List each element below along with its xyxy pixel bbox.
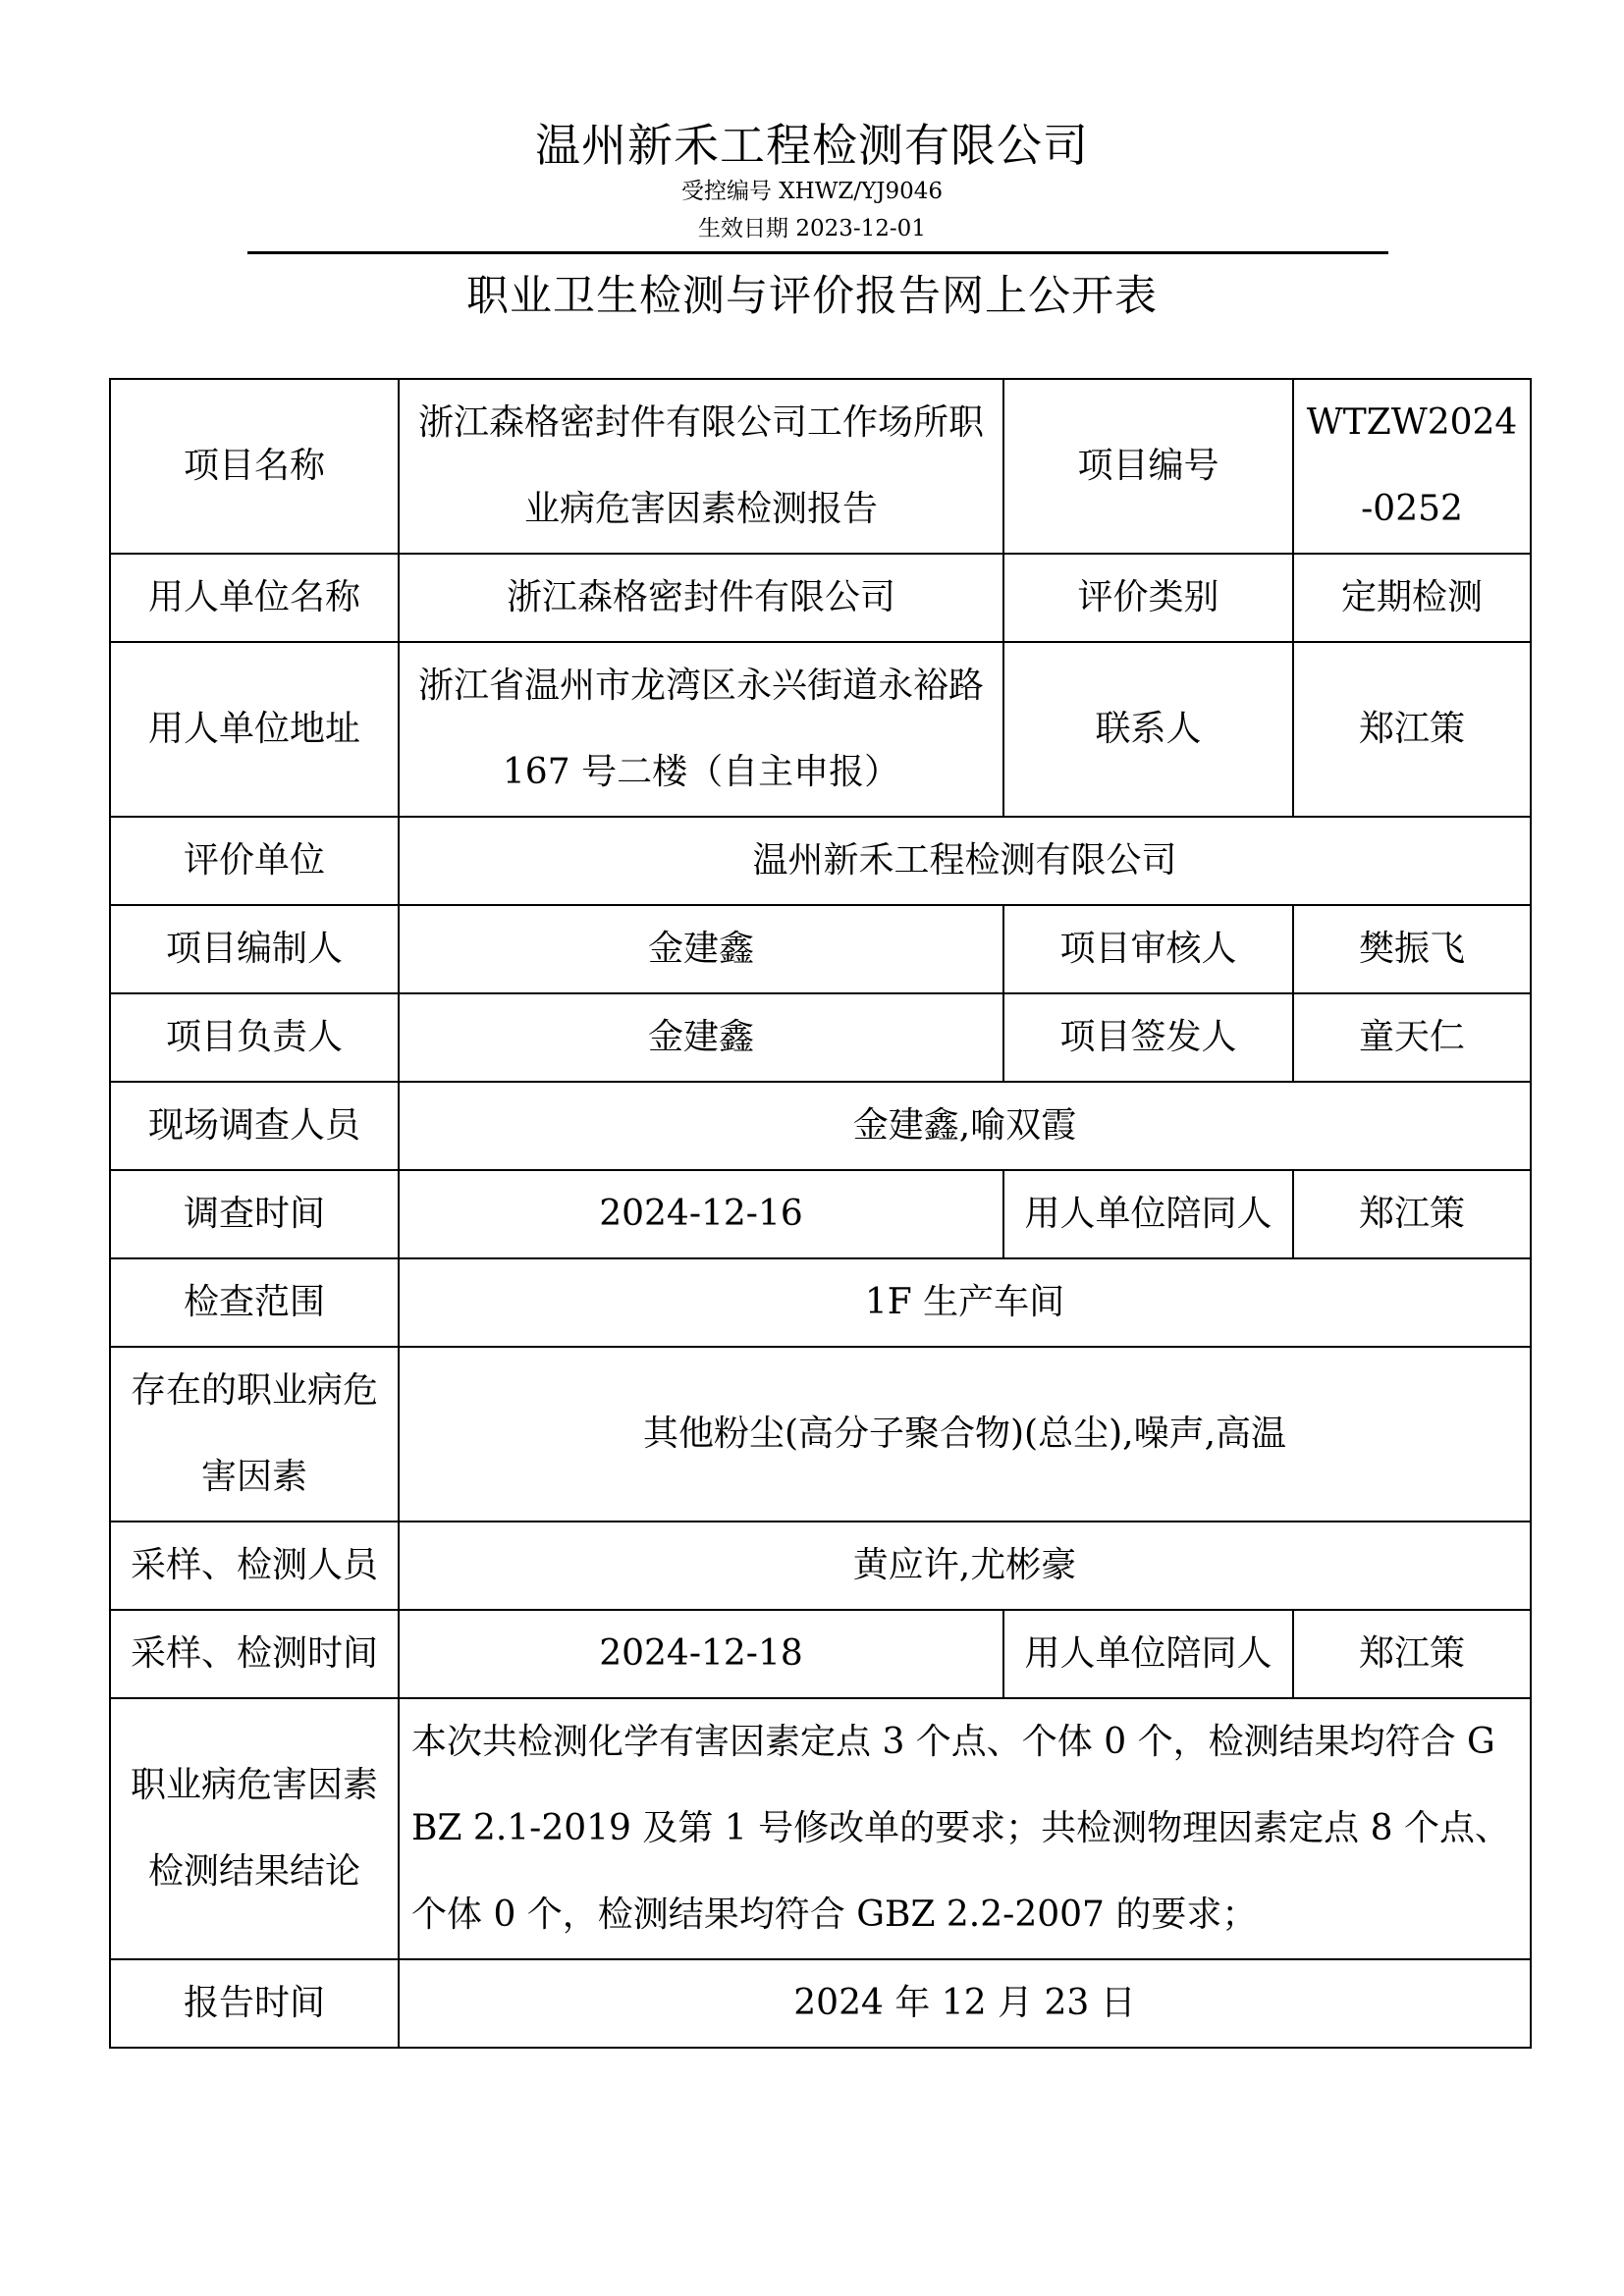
table-row [110, 1698, 1531, 1959]
value-project-no: WTZW2024-0252 [1293, 379, 1531, 554]
label-eval-type: 评价类别 [1003, 554, 1293, 642]
table-row [110, 1258, 1531, 1347]
label-employer-address: 用人单位地址 [110, 642, 399, 817]
label-scope: 检查范围 [110, 1258, 399, 1347]
value-eval-type: 定期检测 [1293, 554, 1531, 642]
label-hazards: 存在的职业病危害因素 [110, 1347, 399, 1522]
value-sampling-staff: 黄应许,尤彬豪 [399, 1522, 1531, 1610]
value-issuer: 童天仁 [1293, 993, 1531, 1082]
table-row [110, 817, 1531, 905]
report-table [109, 378, 1532, 2049]
label-issuer: 项目签发人 [1003, 993, 1293, 1082]
label-companion: 用人单位陪同人 [1003, 1610, 1293, 1698]
control-number: 受控编号 XHWZ/YJ9046 [680, 179, 944, 204]
label-employer-name: 用人单位名称 [110, 554, 399, 642]
label-conclusion: 职业病危害因素检测结果结论 [110, 1698, 399, 1959]
table-row [110, 993, 1531, 1082]
value-sampling-time: 2024-12-18 [399, 1610, 1003, 1698]
table-row [110, 642, 1531, 817]
value-conclusion: 本次共检测化学有害因素定点 3 个点、个体 0 个，检测结果均符合 GBZ 2.1-2019 及第 1 号修改单的要求；共检测物理因素定点 8 个点、个体 0 个，检测结果均符合 GBZ 2.2-2007 的要求； [399, 1698, 1531, 1959]
table-row [110, 1347, 1531, 1522]
value-survey-staff: 金建鑫,喻双霞 [399, 1082, 1531, 1170]
label-companion: 用人单位陪同人 [1003, 1170, 1293, 1258]
table-row [110, 1082, 1531, 1170]
table-row [110, 1170, 1531, 1258]
header-divider [247, 251, 1388, 254]
value-companion: 郑江策 [1293, 1170, 1531, 1258]
label-eval-unit: 评价单位 [110, 817, 399, 905]
label-sampling-staff: 采样、检测人员 [110, 1522, 399, 1610]
label-reviewer: 项目审核人 [1003, 905, 1293, 993]
table-row [110, 379, 1531, 554]
value-reviewer: 樊振飞 [1293, 905, 1531, 993]
label-project-no: 项目编号 [1003, 379, 1293, 554]
value-leader: 金建鑫 [399, 993, 1003, 1082]
label-contact: 联系人 [1003, 642, 1293, 817]
value-contact: 郑江策 [1293, 642, 1531, 817]
table-row [110, 554, 1531, 642]
value-employer-address: 浙江省温州市龙湾区永兴街道永裕路 167 号二楼（自主申报） [399, 642, 1003, 817]
document-title: 职业卫生检测与评价报告网上公开表 [466, 272, 1158, 321]
value-survey-time: 2024-12-16 [399, 1170, 1003, 1258]
table-row [110, 1522, 1531, 1610]
label-report-date: 报告时间 [110, 1959, 399, 2048]
label-survey-staff: 现场调查人员 [110, 1082, 399, 1170]
company-name: 温州新禾工程检测有限公司 [535, 119, 1089, 172]
table-row [110, 1959, 1531, 2048]
value-employer-name: 浙江森格密封件有限公司 [399, 554, 1003, 642]
label-survey-time: 调查时间 [110, 1170, 399, 1258]
value-companion: 郑江策 [1293, 1610, 1531, 1698]
value-report-date: 2024 年 12 月 23 日 [399, 1959, 1531, 2048]
table-row [110, 905, 1531, 993]
value-compiler: 金建鑫 [399, 905, 1003, 993]
effective-date: 生效日期 2023-12-01 [698, 216, 926, 241]
label-compiler: 项目编制人 [110, 905, 399, 993]
value-scope: 1F 生产车间 [399, 1258, 1531, 1347]
label-project-name: 项目名称 [110, 379, 399, 554]
value-eval-unit: 温州新禾工程检测有限公司 [399, 817, 1531, 905]
value-hazards: 其他粉尘(高分子聚合物)(总尘),噪声,高温 [399, 1347, 1531, 1522]
label-leader: 项目负责人 [110, 993, 399, 1082]
table-row [110, 1610, 1531, 1698]
label-sampling-time: 采样、检测时间 [110, 1610, 399, 1698]
value-project-name: 浙江森格密封件有限公司工作场所职业病危害因素检测报告 [399, 379, 1003, 554]
